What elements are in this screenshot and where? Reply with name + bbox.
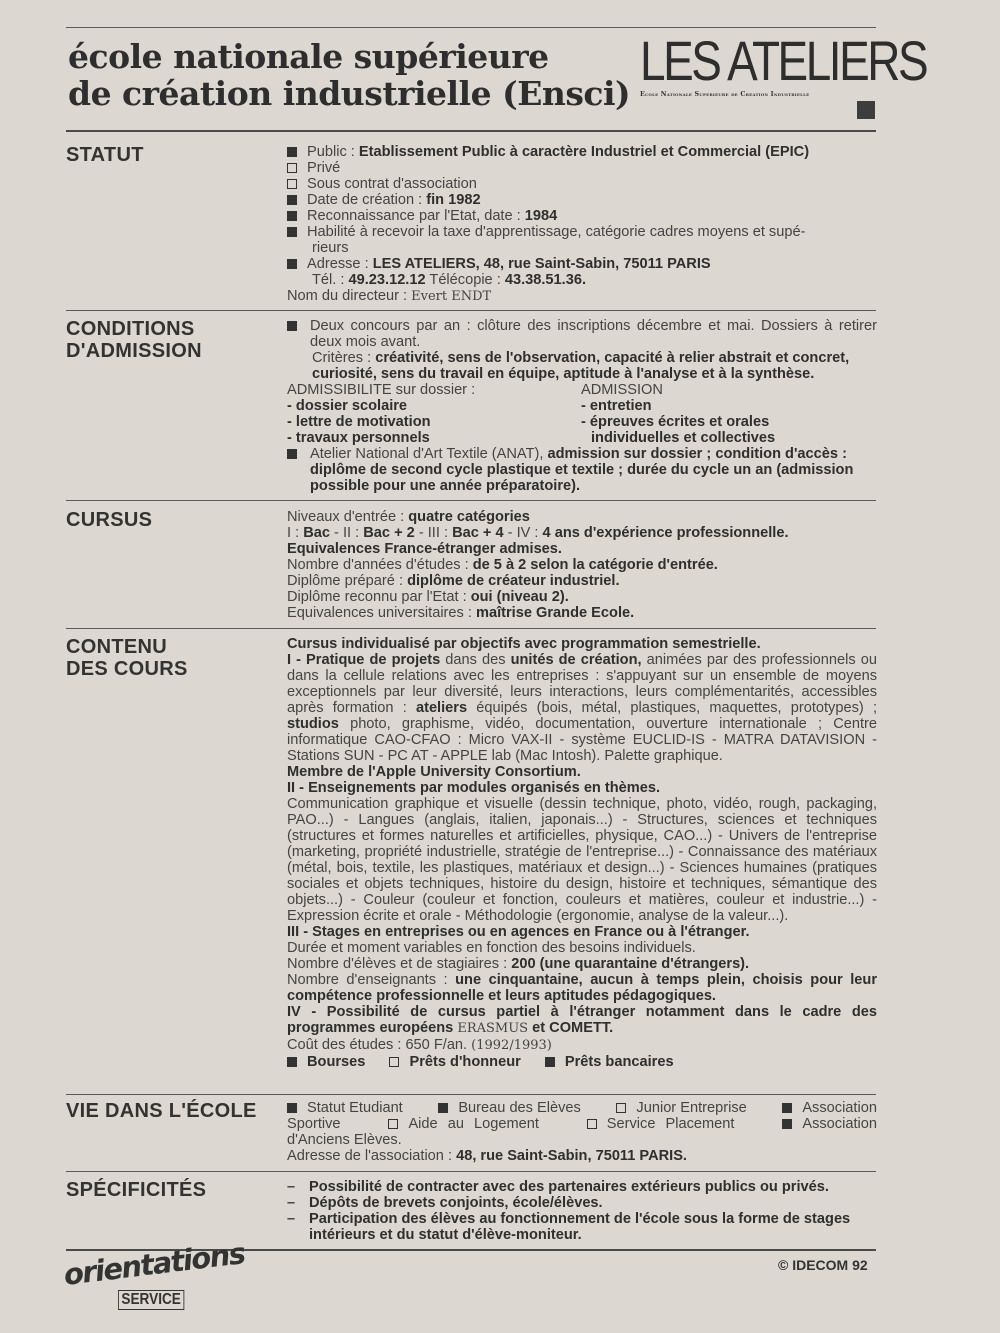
label-vie: VIE DANS L'ÉCOLE <box>66 1100 257 1122</box>
cursus-niveaux: Niveaux d'entrée : quatre catégories <box>287 509 530 525</box>
label-statut: STATUT <box>66 144 144 166</box>
statut-public: Public : Etablissement Public à caractère Industriel et Commercial (EPIC) <box>287 144 877 160</box>
contenu-stages-head: III - Stages en entreprises ou en agences en France ou à l'étranger. <box>287 924 750 940</box>
section-contenu <box>287 636 877 1070</box>
checked-box-icon <box>287 1057 297 1067</box>
contenu-intro: Cursus individualisé par objectifs avec programmation semestrielle. <box>287 636 761 652</box>
statut-habilite-cont: rieurs <box>312 240 349 256</box>
rule-vie <box>66 1171 876 1172</box>
section-specificites <box>287 1179 877 1243</box>
rule-admission <box>66 500 876 501</box>
brand-name: LES ATELIERS <box>640 29 927 92</box>
logo-orientations-text: orientations <box>61 1236 247 1292</box>
rule-cursus <box>66 628 876 629</box>
specificite-item: – Possibilité de contracter avec des partenaires extérieurs publics ou privés. <box>287 1179 829 1195</box>
contenu-modules-head: II - Enseignements par modules organisés en thèmes. <box>287 780 661 796</box>
unchecked-box-icon <box>287 163 297 173</box>
statut-tel: Tél. : 49.23.12.12 Télécopie : 43.38.51.36. <box>312 272 586 288</box>
statut-date: Date de création : fin 1982 <box>287 192 877 208</box>
rule-statut <box>66 310 876 311</box>
specificite-item: – Participation des élèves au fonctionnement de l'école sous la forme de stages intérieurs et du statut d'élève-moniteur. <box>287 1211 851 1243</box>
contenu-stages-body: Durée et moment variables en fonction des besoins individuels. <box>287 940 696 956</box>
label-specificites: SPÉCIFICITÉS <box>66 1179 207 1201</box>
brand-subtitle: Ecole Nationale Superieure de Creation Industrielle <box>640 91 810 98</box>
brand-logo <box>640 29 927 119</box>
document-title <box>68 38 630 112</box>
checked-box-icon <box>287 195 297 205</box>
statut-prive: Privé <box>287 160 877 176</box>
vie-line-2: Sportive Aide au Logement Service Placement Association <box>287 1116 877 1132</box>
checked-box-icon <box>545 1057 555 1067</box>
section-vie <box>287 1100 877 1164</box>
unchecked-box-icon <box>388 1119 398 1129</box>
title-line-1: école nationale supérieure <box>68 37 549 76</box>
cursus-annees: Nombre d'années d'études : de 5 à 2 selon la catégorie d'entrée. <box>287 557 718 573</box>
unchecked-box-icon <box>587 1119 597 1129</box>
section-cursus <box>287 509 877 621</box>
vie-line-3: d'Anciens Elèves. <box>287 1132 402 1148</box>
checked-box-icon <box>782 1103 792 1113</box>
copyright: © IDECOM 92 <box>778 1257 868 1273</box>
contenu-eleves: Nombre d'élèves et de stagiaires : 200 (une quarantaine d'étrangers). <box>287 956 750 972</box>
admission-columns <box>287 382 877 446</box>
top-rule <box>66 27 876 28</box>
admission-column: ADMISSION - entretien - épreuves écrites et orales individuelles et collectives <box>581 382 776 446</box>
label-contenu: CONTENU DES COURS <box>66 636 188 680</box>
contenu-enseignants: Nombre d'enseignants : une cinquantaine, aucun à temps plein, choisis pour leur compétence professionnelle et leurs aptitudes pédagogiques. <box>287 972 877 1004</box>
logo-service-text: SERVICE <box>118 1290 184 1310</box>
specificite-item: – Dépôts de brevets conjoints, école/élèves. <box>287 1195 603 1211</box>
cursus-reconnu: Diplôme reconnu par l'Etat : oui (niveau 2). <box>287 589 569 605</box>
statut-habilite: Habilité à recevoir la taxe d'apprentissage, catégorie cadres moyens et supé- <box>287 224 877 240</box>
vie-adresse: Adresse de l'association : 48, rue Saint-Sabin, 75011 PARIS. <box>287 1148 687 1164</box>
admissibilite-column: ADMISSIBILITE sur dossier : - dossier scolaire - lettre de motivation - travaux personnels <box>287 382 476 446</box>
contenu-apple: Membre de l'Apple University Consortium. <box>287 764 581 780</box>
contenu-modules-body: Communication graphique et visuelle (dessin technique, photo, vidéo, rough, packaging, PAO...) - Langues (anglais, italien, japonais...) - Structures, sciences et techniques (structures et formes naturelles et artificielles, physique, CAO...) - Univers de l'entreprise (marketing, propriété industrielle, stratégie de l'entreprise...) - Connaissance des matériaux (métal, bois, textile, les plastiques, matériaux et design...) - Sciences humaines (pratiques sociales et objets techniques, histoire du design, histoire et techniques, sémantique des objets...) - Couleur (couleur et fonction, couleurs et matières, couleur et industrie...) - Expression écrite et orale - Méthodologie (ergonomie, analyse de la valeur...). <box>287 796 877 924</box>
contenu-pratique: I - Pratique de projets dans des unités de création, animées par des professionnels ou dans la cellule relations avec les entreprises : s'appuyant sur un ensemble de moyens exceptionnels par leur diversité, leurs interactions, leurs complémentarités, accessibles après formation : ateliers équipés (bois, métal, plastiques, maquettes, prototypes) ; studios photo, graphisme, vidéo, documentation, ouverture internationale ; Centre informatique CAO-CFAO : Micro VAX-II - système EUCLID-IS - MATRA DATAVISION - Stations SUN - PC AT - APPLE lab (Mac Intosh). Palette graphique. <box>287 652 877 764</box>
label-admission: CONDITIONS D'ADMISSION <box>66 318 202 362</box>
contenu-cout: Coût des études : 650 F/an. (1992/1993) <box>287 1037 552 1053</box>
checked-box-icon <box>287 227 297 237</box>
brand-square-icon <box>857 101 875 119</box>
checked-box-icon <box>287 321 297 331</box>
unchecked-box-icon <box>616 1103 626 1113</box>
admission-anat: Atelier National d'Art Textile (ANAT), admission sur dossier ; condition d'accès : diplôme de second cycle plastique et textile ; durée du cycle un an (admission possible pour une année préparatoire). <box>287 446 877 494</box>
title-line-2: de création industrielle (Ensci) <box>68 74 631 113</box>
statut-contrat: Sous contrat d'association <box>287 176 877 192</box>
orientations-service-logo <box>61 1236 248 1308</box>
unchecked-box-icon <box>287 179 297 189</box>
cursus-diplome: Diplôme préparé : diplôme de créateur industriel. <box>287 573 620 589</box>
statut-reconnaissance: Reconnaissance par l'Etat, date : 1984 <box>287 208 877 224</box>
checked-box-icon <box>287 449 297 459</box>
header-rule <box>66 130 876 132</box>
statut-directeur: Nom du directeur : Evert ENDT <box>287 288 492 304</box>
section-admission <box>287 318 877 494</box>
cursus-equivalences: Equivalences France-étranger admises. <box>287 541 562 557</box>
admission-concours: Deux concours par an : clôture des inscriptions décembre et mai. Dossiers à retirer deux mois avant. <box>287 318 877 350</box>
contenu-aides: Bourses Prêts d'honneur Prêts bancaires <box>287 1054 877 1070</box>
rule-contenu <box>66 1094 876 1095</box>
section-statut <box>287 144 877 305</box>
admission-criteres: Critères : créativité, sens de l'observation, capacité à relier abstrait et concret, curiosité, sens du travail en équipe, aptitude à l'analyse et à la synthèse. <box>312 350 850 382</box>
checked-box-icon <box>287 211 297 221</box>
statut-adresse: Adresse : LES ATELIERS, 48, rue Saint-Sabin, 75011 PARIS <box>287 256 877 272</box>
checked-box-icon <box>287 147 297 157</box>
contenu-etranger: IV - Possibilité de cursus partiel à l'étranger notamment dans le cadre des programmes européens ERASMUS et COMETT. <box>287 1004 877 1036</box>
unchecked-box-icon <box>389 1057 399 1067</box>
checked-box-icon <box>438 1103 448 1113</box>
checked-box-icon <box>287 259 297 269</box>
cursus-universitaires: Equivalences universitaires : maîtrise Grande Ecole. <box>287 605 635 621</box>
checked-box-icon <box>782 1119 792 1129</box>
label-cursus: CURSUS <box>66 509 153 531</box>
checked-box-icon <box>287 1103 297 1113</box>
cursus-categories: I : Bac - II : Bac + 2 - III : Bac + 4 - IV : 4 ans d'expérience professionnelle. <box>287 525 789 541</box>
vie-line-1: Statut Etudiant Bureau des Elèves Junior Entreprise Association <box>287 1100 877 1116</box>
